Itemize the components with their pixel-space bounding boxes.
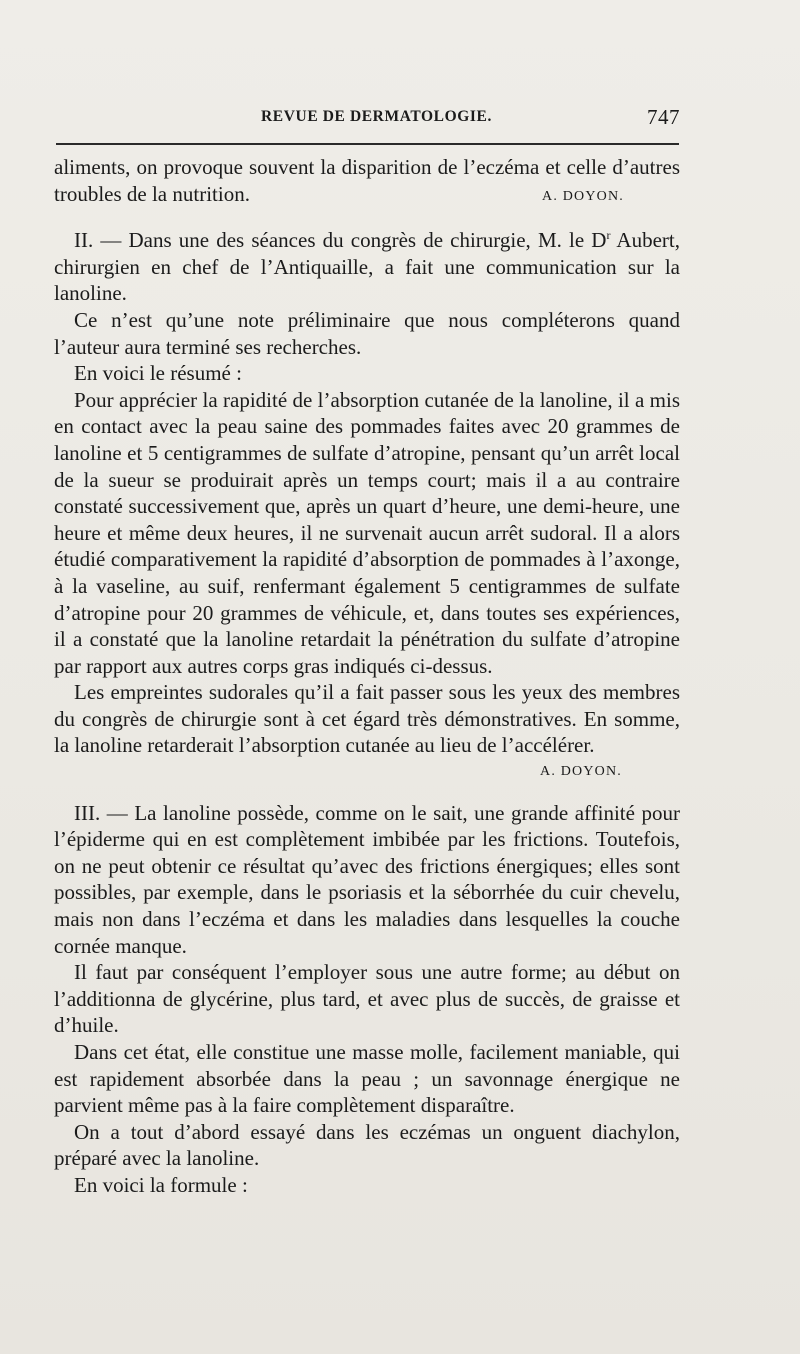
paragraph-5: Pour apprécier la rapidité de l’absorption cutanée de la lanoline, il a mis en contact avec la peau saine des pommades faites avec 20 grammes de lanoline et 5 centigrammes de sulfate d’atropine, pensant qu’un arrêt local de la sueur se produirait après un temps court; mais il a au contraire constaté successivement que, après un quart d’heure, une demi-heure, une heure et même deux heures, il ne survenait aucun arrêt sudoral. Il a alors étudié comparativement la rapidité d’absorption de pommades à l’axonge, à la vaseline, au suif, renfermant également 5 centigrammes de sulfate d’atropine pour 20 grammes de véhicule, et, dans toutes ses expériences, il a constaté que la lanoline retardait la pénétration du sulfate d’atropine par rapport aux autres corps gras indiqués ci-dessus.	[54, 387, 680, 678]
paragraph-9: Dans cet état, elle constitue une masse molle, facilement maniable, qui est rapidement absorbée dans la peau ; un savonnage énergique ne parvient même pas à la faire complètement disparaître.	[54, 1040, 680, 1118]
article-body	[54, 154, 680, 1199]
paragraph-1-text: aliments, on provoque souvent la disparition de l’eczéma et celle d’autres troubles de la nutrition.	[54, 155, 680, 206]
paragraph-2-text-b: Aubert, chirurgien en chef de l’Antiquaille, a fait une communication sur la lanoline.	[54, 228, 680, 306]
paragraph-1	[54, 154, 680, 207]
signature-doyon-1: A. DOYON.	[542, 188, 624, 204]
running-header	[56, 105, 682, 132]
header-rule	[56, 143, 679, 145]
section-gap	[54, 786, 680, 800]
paragraph-8: Il faut par conséquent l’employer sous une autre forme; au début on l’additionna de glycérine, plus tard, et avec plus de succès, de graisse et d’huile.	[54, 960, 680, 1038]
doctor-superscript: r	[606, 228, 611, 243]
paragraph-6: Les empreintes sudorales qu’il a fait passer sous les yeux des membres du congrès de chirurgie sont à cet égard très démonstratives. En somme, la lanoline retarderait l’absorption cutanée au lieu de l’accélérer.	[54, 680, 680, 758]
journal-title: REVUE DE DERMATOLOGIE.	[261, 108, 492, 125]
paragraph-7: III. — La lanoline possède, comme on le sait, une grande affinité pour l’épiderme qui en est complètement imbibée par les frictions. Toutefois, on ne peut obtenir ce résultat qu’avec des frictions énergiques; elles sont possibles, par exemple, dans le psoriasis et la séborrhée du cuir chevelu, mais non dans l’eczéma et dans les maladies dans lesquelles la couche cornée manque.	[54, 800, 680, 958]
section-gap	[54, 207, 680, 227]
paragraph-10: On a tout d’abord essayé dans les eczémas un onguent diachylon, préparé avec la lanoline.	[54, 1119, 680, 1171]
paragraph-11: En voici la formule :	[74, 1172, 248, 1197]
paragraph-2	[54, 227, 680, 307]
paragraph-4: En voici le résumé :	[74, 361, 242, 386]
paragraph-2-text-a: II. — Dans une des séances du congrès de chirurgie, M. le D	[74, 228, 607, 253]
signature-doyon-2: A. DOYON.	[540, 764, 622, 780]
page-number: 747	[647, 105, 680, 129]
paragraph-3: Ce n’est qu’une note préliminaire que nous compléterons quand l’auteur aura terminé ses recherches.	[54, 307, 680, 359]
